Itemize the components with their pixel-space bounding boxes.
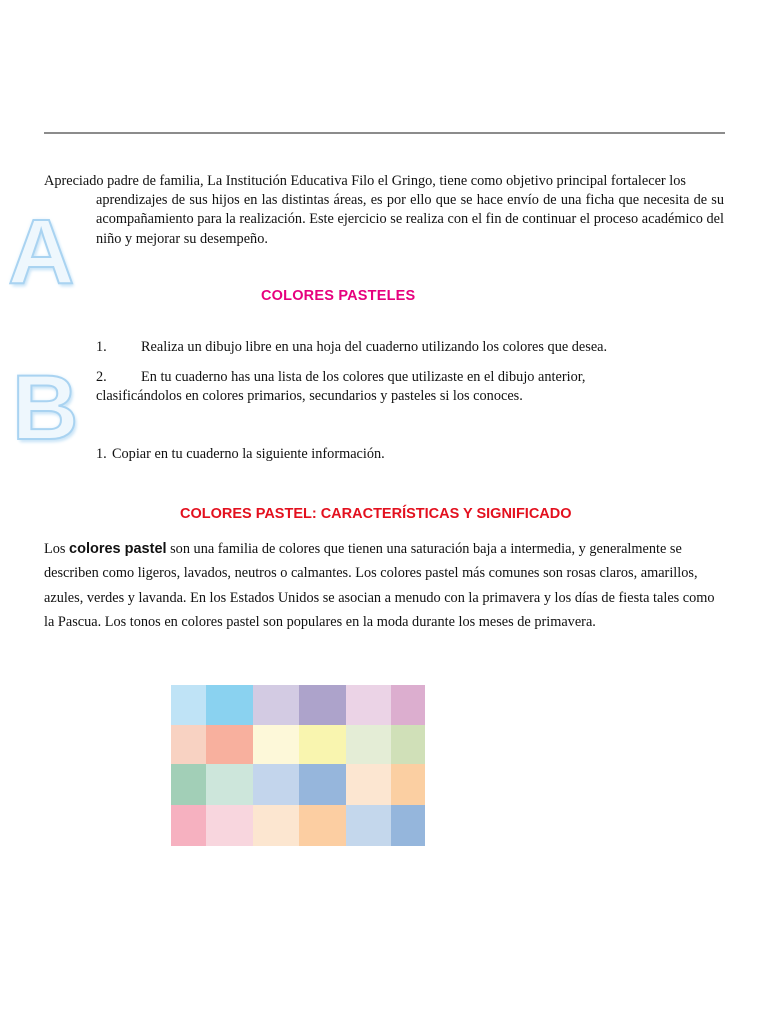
activity-number: 2. <box>96 369 107 385</box>
activity-item <box>96 368 656 406</box>
color-swatch <box>171 764 206 805</box>
activity-text: Copiar en tu cuaderno la siguiente información. <box>112 446 385 462</box>
heading-colores-pasteles: COLORES PASTELES <box>261 288 416 304</box>
activity-number: 1. <box>96 446 107 462</box>
description-prefix: Los <box>44 541 70 557</box>
description-bold-term: colores pastel <box>69 541 167 557</box>
color-swatch <box>206 725 253 764</box>
color-swatch <box>299 725 346 764</box>
color-swatch <box>171 685 206 725</box>
color-swatch <box>253 764 299 805</box>
activity-number: 1. <box>96 339 107 355</box>
intro-paragraph <box>44 172 724 249</box>
color-swatch <box>391 805 425 846</box>
color-swatch <box>346 805 391 846</box>
header-rule <box>44 132 725 134</box>
activity-item <box>96 338 607 357</box>
description-text: son una familia de colores que tienen una saturación baja a intermedia, y generalmente se describen como ligeros, lavados, neutros o calmantes. Los colores pastel más comunes son rosas claros, amarillos, azules, verdes y lavanda. En los Estados Unidos se asocian a menudo con la primavera y los días de fiesta tales como la Pascua. Los tonos en colores pastel son populares en la moda durante los meses de primavera. <box>44 541 715 631</box>
activity-text: Realiza un dibujo libre en una hoja del cuaderno utilizando los colores que desea. <box>141 339 608 355</box>
intro-first-line: Apreciado padre de familia, La Institución Educativa Filo el Gringo, tiene como objetivo principal fortalecer los <box>44 173 686 189</box>
color-swatch <box>253 805 299 846</box>
decorative-letter-a: A <box>8 201 75 303</box>
color-swatch <box>171 805 206 846</box>
color-swatch <box>253 725 299 764</box>
decorative-letter-b: B <box>12 357 79 459</box>
color-swatch <box>346 725 391 764</box>
color-swatch <box>391 725 425 764</box>
activity-item <box>96 445 385 464</box>
color-swatch <box>299 805 346 846</box>
color-swatch <box>206 805 253 846</box>
activity-text: En tu cuaderno has una lista de los colores que utilizaste en el dibujo anterior, <box>141 369 586 385</box>
color-swatch <box>346 764 391 805</box>
heading-caracteristicas: COLORES PASTEL: CARACTERÍSTICAS Y SIGNIFICADO <box>180 506 572 522</box>
color-swatch <box>299 764 346 805</box>
activity-text-continued: clasificándolos en colores primarios, secundarios y pasteles si los conoces. <box>96 388 523 404</box>
color-swatch <box>346 685 391 725</box>
color-swatch <box>391 764 425 805</box>
color-swatch <box>206 764 253 805</box>
color-swatch <box>206 685 253 725</box>
color-swatch <box>253 685 299 725</box>
color-swatch <box>391 685 425 725</box>
description-paragraph <box>44 537 716 635</box>
intro-rest: aprendizajes de sus hijos en las distintas áreas, es por ello que se hace envío de una ficha que necesita de su acompañamiento para la realización. Este ejercicio se realiza con el fin de continuar el proceso académico del niño y mejorar su desempeño. <box>96 192 724 247</box>
pastel-swatch-grid <box>171 685 425 846</box>
color-swatch <box>171 725 206 764</box>
color-swatch <box>299 685 346 725</box>
